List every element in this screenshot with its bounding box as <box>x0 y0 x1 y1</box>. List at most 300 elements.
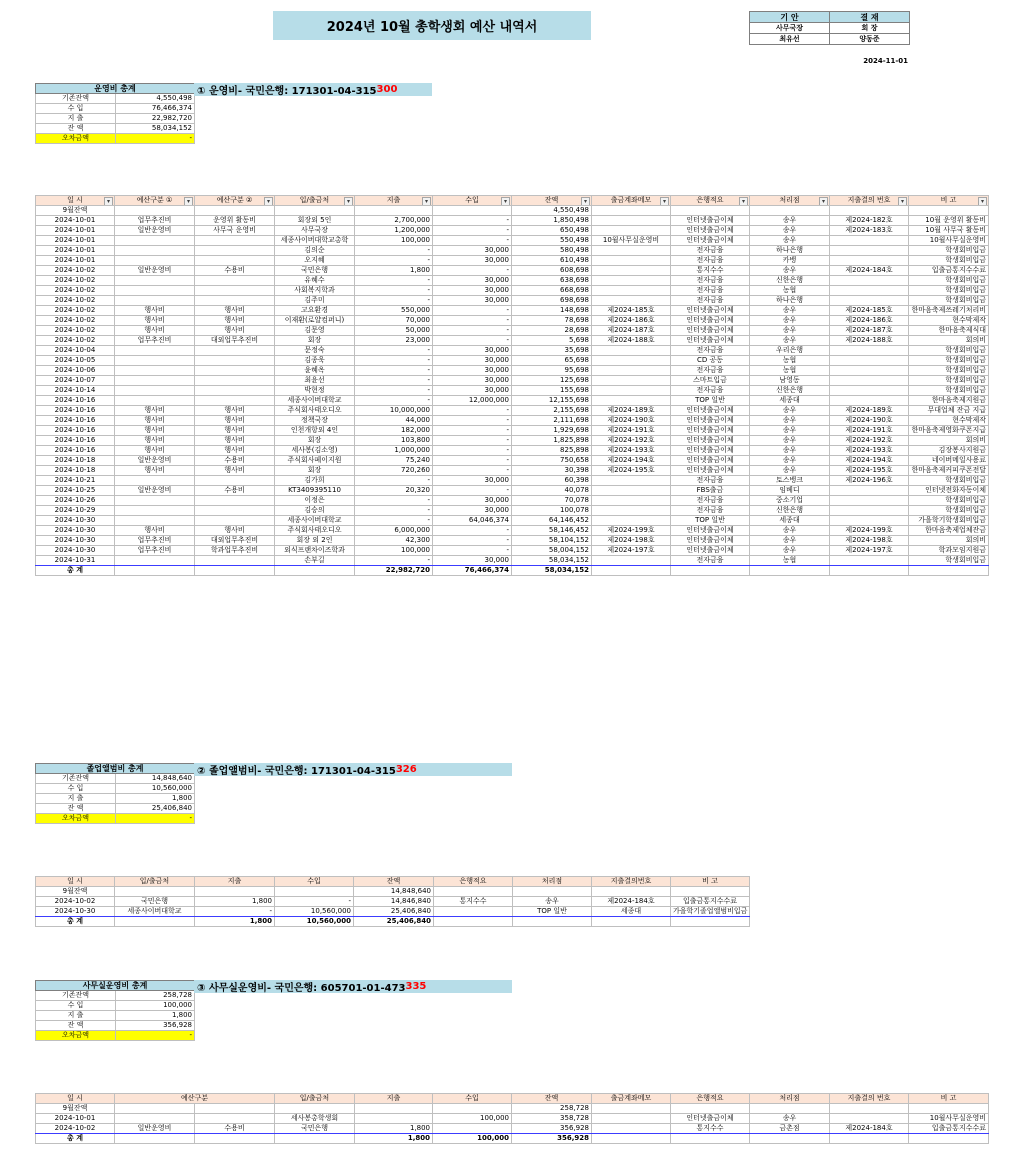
table-cell <box>592 516 671 526</box>
table-cell: 2024-10-05 <box>36 356 115 366</box>
table-cell: 75,240 <box>355 456 433 466</box>
table-cell: 학생회비입금 <box>909 246 989 256</box>
total-row <box>36 917 750 927</box>
table-header-row <box>36 196 989 206</box>
table-cell: 회장 <box>275 336 355 346</box>
table-cell <box>830 1134 909 1144</box>
table-cell: 행사비 <box>195 446 275 456</box>
table-cell: 송우 <box>750 236 830 246</box>
table-cell: 720,260 <box>355 466 433 476</box>
table-cell: 국민은행 <box>275 266 355 276</box>
table-cell: - <box>433 216 512 226</box>
column-header[interactable]: 출금계좌메모 ▾ <box>592 196 671 206</box>
table-cell: 42,300 <box>355 536 433 546</box>
column-header: 잔액 <box>512 1094 592 1104</box>
table-cell: 인터넷출금이체 <box>671 436 750 446</box>
table-cell <box>195 246 275 256</box>
table-cell: - <box>433 486 512 496</box>
table-cell: 2024-10-02 <box>36 897 115 907</box>
table-cell <box>434 917 513 927</box>
table-cell: 358,728 <box>512 1114 592 1124</box>
table-cell <box>115 346 195 356</box>
summary-row <box>36 804 195 814</box>
table-cell: 698,698 <box>512 296 592 306</box>
table-cell: 제2024-195호 <box>592 466 671 476</box>
table-cell: 2024-10-18 <box>36 466 115 476</box>
table-cell <box>195 376 275 386</box>
column-header[interactable]: 은행적요 ▾ <box>671 196 750 206</box>
table-cell: 송우 <box>750 226 830 236</box>
table-cell <box>513 917 592 927</box>
table-cell <box>195 566 275 576</box>
table-cell: 학생회비입금 <box>909 346 989 356</box>
table-cell: TOP 일반 <box>513 907 592 917</box>
table-cell: 30,000 <box>433 296 512 306</box>
table-cell <box>830 516 909 526</box>
table-cell: 인터넷출금이체 <box>671 216 750 226</box>
table-cell: - <box>355 256 433 266</box>
table-cell: 일반운영비 <box>115 456 195 466</box>
table-cell: 1,800 <box>195 897 275 907</box>
table-cell: 2024-10-07 <box>36 376 115 386</box>
table-cell: 125,698 <box>512 376 592 386</box>
table-cell: 현수막제작 <box>909 316 989 326</box>
table-cell <box>115 1104 195 1114</box>
summary-value: 1,800 <box>116 1011 195 1021</box>
table-cell <box>830 396 909 406</box>
table-cell: 행사비 <box>115 526 195 536</box>
summary-title: 졸업앨범비 총계 <box>36 764 195 774</box>
summary-value: 76,466,374 <box>116 104 195 114</box>
table-cell: 30,000 <box>433 476 512 486</box>
table-cell: 2024-10-02 <box>36 326 115 336</box>
album-ledger-table <box>35 876 750 927</box>
table-cell <box>909 1134 989 1144</box>
table-cell: 2024-10-02 <box>36 296 115 306</box>
table-cell: 통지수수 <box>671 266 750 276</box>
table-cell <box>195 206 275 216</box>
table-cell <box>195 296 275 306</box>
table-cell: 행사비 <box>195 466 275 476</box>
table-cell <box>513 887 592 897</box>
table-cell: - <box>433 236 512 246</box>
table-cell: 30,000 <box>433 346 512 356</box>
table-cell: 30,398 <box>512 466 592 476</box>
table-cell: 농협 <box>750 286 830 296</box>
table-cell <box>195 516 275 526</box>
table-cell: 총 계 <box>36 566 115 576</box>
summary-label: 잔 액 <box>36 124 116 134</box>
table-row <box>36 356 989 366</box>
table-cell: 학생회비입금 <box>909 276 989 286</box>
table-cell: 14,848,640 <box>354 887 434 897</box>
summary-row <box>36 134 195 144</box>
table-cell <box>434 907 513 917</box>
table-cell <box>115 236 195 246</box>
table-cell: 김의순 <box>275 246 355 256</box>
table-cell: 2024-10-16 <box>36 446 115 456</box>
table-cell: 2024-10-30 <box>36 516 115 526</box>
table-cell: 10월 운영위 활동비 <box>909 216 989 226</box>
table-cell: 업무추진비 <box>115 536 195 546</box>
table-cell: 1,850,498 <box>512 216 592 226</box>
table-cell: 토스뱅크 <box>750 476 830 486</box>
table-cell: - <box>433 406 512 416</box>
table-cell: - <box>195 907 275 917</box>
table-cell: 행사비 <box>195 436 275 446</box>
table-row <box>36 1124 989 1134</box>
table-cell: 제2024-197호 <box>592 546 671 556</box>
table-cell: 행사비 <box>115 326 195 336</box>
column-header[interactable]: 입/출금처 ▾ <box>275 196 355 206</box>
table-cell: 608,698 <box>512 266 592 276</box>
table-cell: 김승의 <box>275 506 355 516</box>
column-header[interactable]: 예산구분 ① ▾ <box>115 196 195 206</box>
table-cell: 2024-10-01 <box>36 226 115 236</box>
table-cell <box>195 887 275 897</box>
table-cell: 2024-10-01 <box>36 1114 115 1124</box>
table-cell <box>750 206 830 216</box>
album-summary-table <box>35 763 195 824</box>
table-cell: - <box>433 546 512 556</box>
table-cell: 2024-10-16 <box>36 416 115 426</box>
column-header: 비 고 <box>909 1094 989 1104</box>
table-row <box>36 266 989 276</box>
table-cell: 100,078 <box>512 506 592 516</box>
table-row <box>36 897 750 907</box>
table-cell: 제2024-194호 <box>592 456 671 466</box>
table-cell: 사무국장 <box>275 226 355 236</box>
table-cell: 행사비 <box>115 406 195 416</box>
table-cell <box>592 386 671 396</box>
table-cell: 제2024-186호 <box>592 316 671 326</box>
column-header[interactable]: 수입 ▾ <box>433 196 512 206</box>
table-cell <box>433 206 512 216</box>
table-cell: 학생회비입금 <box>909 386 989 396</box>
table-header-row <box>36 877 750 887</box>
table-row <box>36 316 989 326</box>
column-header: 일 시 <box>36 877 115 887</box>
table-cell: 세종사이버대학교 <box>275 396 355 406</box>
table-cell <box>115 917 195 927</box>
table-cell: 제2024-197호 <box>830 546 909 556</box>
table-cell: 업무추진비 <box>115 546 195 556</box>
table-cell: 제2024-184호 <box>592 897 671 907</box>
column-header: 은행적요 <box>434 877 513 887</box>
column-header: 수입 <box>275 877 354 887</box>
table-cell: - <box>355 496 433 506</box>
table-row <box>36 246 989 256</box>
table-cell <box>592 887 671 897</box>
table-cell: 일반운영비 <box>115 1124 195 1134</box>
table-header-row <box>36 1094 989 1104</box>
table-cell <box>115 206 195 216</box>
table-cell: 농협 <box>750 556 830 566</box>
table-cell: 2024-10-16 <box>36 436 115 446</box>
summary-label: 오차금액 <box>36 1031 116 1041</box>
table-cell <box>592 566 671 576</box>
table-cell: 총 계 <box>36 1134 115 1144</box>
table-cell: 학생회비입금 <box>909 506 989 516</box>
table-cell: 인터넷출금이체 <box>671 546 750 556</box>
column-header: 지출결의 번호 <box>830 1094 909 1104</box>
table-cell: 30,000 <box>433 496 512 506</box>
table-cell: 하나은행 <box>750 246 830 256</box>
table-cell: - <box>355 376 433 386</box>
table-cell: 업무추진비 <box>115 336 195 346</box>
table-cell: 학과모임지원금 <box>909 546 989 556</box>
table-cell: 64,146,452 <box>512 516 592 526</box>
table-cell: 학생회비입금 <box>909 496 989 506</box>
table-cell: 한마음축제지원금 <box>909 396 989 406</box>
table-cell: 김가희 <box>275 476 355 486</box>
table-cell: KT3409395110 <box>275 486 355 496</box>
table-cell: TOP 일반 <box>671 516 750 526</box>
table-cell: 1,800 <box>355 1134 433 1144</box>
table-cell: 10월사무실운영비 <box>592 236 671 246</box>
summary-value: 22,982,720 <box>116 114 195 124</box>
table-cell: 2024-10-30 <box>36 536 115 546</box>
table-cell <box>592 556 671 566</box>
table-row <box>36 476 989 486</box>
summary-value: - <box>116 814 195 824</box>
table-cell: 제2024-188호 <box>592 336 671 346</box>
table-cell: 학생회비입금 <box>909 256 989 266</box>
table-cell <box>195 506 275 516</box>
table-cell: 인터넷출금이체 <box>671 456 750 466</box>
table-cell: 박현정 <box>275 386 355 396</box>
table-cell: 30,000 <box>433 386 512 396</box>
table-cell: 58,004,152 <box>512 546 592 556</box>
table-cell: 1,800 <box>195 917 275 927</box>
table-cell: 주식회사태오디오 <box>275 406 355 416</box>
table-cell <box>115 386 195 396</box>
summary-row <box>36 1001 195 1011</box>
summary-value: 100,000 <box>116 1001 195 1011</box>
table-cell: - <box>433 326 512 336</box>
table-cell: 제2024-185호 <box>830 306 909 316</box>
table-cell <box>830 486 909 496</box>
table-cell: 인터넷출금이체 <box>671 536 750 546</box>
table-cell <box>830 506 909 516</box>
table-cell <box>195 476 275 486</box>
table-cell: 송우 <box>750 436 830 446</box>
table-cell <box>195 346 275 356</box>
table-cell: - <box>433 426 512 436</box>
table-cell: 오지혜 <box>275 256 355 266</box>
table-row <box>36 536 989 546</box>
table-cell: 2,111,698 <box>512 416 592 426</box>
column-header[interactable]: 일 시 ▾ <box>36 196 115 206</box>
table-cell: 가을학기학생회비입금 <box>909 516 989 526</box>
table-cell: 인터넷출금이체 <box>671 336 750 346</box>
page-title: 2024년 10월 총학생회 예산 내역서 <box>273 11 591 40</box>
table-cell: 610,498 <box>512 256 592 266</box>
table-row <box>36 526 989 536</box>
table-cell: 손부길 <box>275 556 355 566</box>
table-cell: 103,800 <box>355 436 433 446</box>
table-cell: 100,000 <box>433 1134 512 1144</box>
table-cell: - <box>433 416 512 426</box>
table-cell: 우리은행 <box>750 346 830 356</box>
column-header: 지출결의번호 <box>592 877 671 887</box>
summary-value: 356,928 <box>116 1021 195 1031</box>
table-cell: 10,560,000 <box>275 907 354 917</box>
column-header[interactable]: 처리점 ▾ <box>750 196 830 206</box>
table-cell: 신한은행 <box>750 506 830 516</box>
table-cell: 258,728 <box>512 1104 592 1114</box>
table-cell: 제2024-199호 <box>830 526 909 536</box>
column-header[interactable]: 지출 ▾ <box>355 196 433 206</box>
column-header[interactable]: 비 고 ▾ <box>909 196 989 206</box>
table-cell: - <box>355 366 433 376</box>
table-cell: 행사비 <box>195 416 275 426</box>
table-cell: 행사비 <box>115 306 195 316</box>
table-cell <box>830 356 909 366</box>
table-row <box>36 506 989 516</box>
table-cell: 10월사무실운영비 <box>909 1114 989 1124</box>
table-cell: 10월사무실운영비 <box>909 236 989 246</box>
table-cell: - <box>355 286 433 296</box>
table-cell: 전자금융 <box>671 246 750 256</box>
table-cell <box>750 1104 830 1114</box>
table-cell: 학생회비입금 <box>909 476 989 486</box>
table-cell: 행사비 <box>195 316 275 326</box>
table-row <box>36 376 989 386</box>
column-header: 지출 <box>195 877 275 887</box>
table-cell: 네이버메일사용료 <box>909 456 989 466</box>
table-cell: 12,000,000 <box>433 396 512 406</box>
table-cell: 2024-10-02 <box>36 336 115 346</box>
summary-row <box>36 104 195 114</box>
table-cell: 인터넷출금이체 <box>671 316 750 326</box>
column-header: 처리점 <box>750 1094 830 1104</box>
summary-row <box>36 114 195 124</box>
table-cell: 전자금융 <box>671 366 750 376</box>
table-cell <box>592 1114 671 1124</box>
table-cell <box>830 366 909 376</box>
table-cell: 한마음축제업체잔금 <box>909 526 989 536</box>
table-cell: 2024-10-14 <box>36 386 115 396</box>
table-cell <box>115 396 195 406</box>
table-cell: - <box>275 897 354 907</box>
summary-value: 14,848,640 <box>116 774 195 784</box>
table-cell: - <box>433 526 512 536</box>
table-cell: 회장 <box>275 466 355 476</box>
table-row <box>36 226 989 236</box>
table-cell: 학생회비입금 <box>909 556 989 566</box>
table-cell <box>195 1104 275 1114</box>
table-cell: 58,146,452 <box>512 526 592 536</box>
table-cell <box>115 356 195 366</box>
table-cell: 신한은행 <box>750 386 830 396</box>
table-cell: 일반운영비 <box>115 266 195 276</box>
table-cell <box>592 506 671 516</box>
table-cell <box>671 566 750 576</box>
table-cell: 학생회비입금 <box>909 366 989 376</box>
table-cell: 9월잔액 <box>36 887 115 897</box>
table-cell: 행사비 <box>115 466 195 476</box>
table-cell: 전자금융 <box>671 286 750 296</box>
table-cell: 2024-10-31 <box>36 556 115 566</box>
table-cell: 세종대 <box>750 516 830 526</box>
table-cell: 최윤선 <box>275 376 355 386</box>
table-cell: 100,000 <box>355 546 433 556</box>
table-cell: 가을학기졸업앨범비입금 <box>671 907 750 917</box>
table-cell <box>115 376 195 386</box>
summary-label: 기존잔액 <box>36 774 116 784</box>
table-row <box>36 907 750 917</box>
table-cell: 전자금융 <box>671 496 750 506</box>
table-cell: 한마음축제영화쿠폰지급 <box>909 426 989 436</box>
summary-title: 운영비 총계 <box>36 84 195 94</box>
office-account-label: ③ 사무실운영비- 국민은행: 605701-01-473 335 <box>194 980 512 993</box>
summary-label: 수 입 <box>36 1001 116 1011</box>
table-row <box>36 556 989 566</box>
table-cell: 운영위 활동비 <box>195 216 275 226</box>
table-cell: 인터넷전화자동이체 <box>909 486 989 496</box>
table-cell: 9월잔액 <box>36 1104 115 1114</box>
table-cell: 2024-10-02 <box>36 286 115 296</box>
table-cell: 송우 <box>750 446 830 456</box>
approval-approve-header: 결 재 <box>830 12 910 23</box>
summary-title: 사무실운영비 총계 <box>36 981 195 991</box>
table-cell: 인천개항외 4인 <box>275 426 355 436</box>
table-cell: 학생회비입금 <box>909 376 989 386</box>
table-cell <box>195 496 275 506</box>
table-row <box>36 1104 989 1114</box>
table-cell: 주식회사태오디오 <box>275 526 355 536</box>
table-cell: 제2024-192호 <box>830 436 909 446</box>
summary-label: 수 입 <box>36 784 116 794</box>
table-cell: - <box>355 246 433 256</box>
table-cell: 송우 <box>513 897 592 907</box>
table-cell <box>115 506 195 516</box>
summary-label: 지 출 <box>36 1011 116 1021</box>
table-cell <box>830 246 909 256</box>
table-cell: 100,000 <box>433 1114 512 1124</box>
table-cell <box>671 206 750 216</box>
summary-row <box>36 1031 195 1041</box>
column-header[interactable]: 잔액 ▾ <box>512 196 592 206</box>
table-cell: 송우 <box>750 1114 830 1124</box>
table-cell: 2024-10-02 <box>36 266 115 276</box>
table-cell: 2024-10-30 <box>36 526 115 536</box>
table-cell <box>830 236 909 246</box>
table-cell <box>592 1134 671 1144</box>
table-row <box>36 486 989 496</box>
table-cell: - <box>355 506 433 516</box>
summary-label: 지 출 <box>36 114 116 124</box>
table-cell: 인터넷출금이체 <box>671 426 750 436</box>
table-cell <box>434 887 513 897</box>
table-cell: 제2024-182호 <box>830 216 909 226</box>
column-header[interactable]: 예산구분 ② ▾ <box>195 196 275 206</box>
table-cell: CD 공동 <box>671 356 750 366</box>
table-cell: 10,000,000 <box>355 406 433 416</box>
table-cell: 제2024-195호 <box>830 466 909 476</box>
column-header: 잔액 <box>354 877 434 887</box>
table-cell: 2024-10-06 <box>36 366 115 376</box>
column-header[interactable]: 지출결의 번호 ▾ <box>830 196 909 206</box>
table-cell: 550,000 <box>355 306 433 316</box>
table-cell: 70,000 <box>355 316 433 326</box>
table-row <box>36 406 989 416</box>
table-cell: 580,498 <box>512 246 592 256</box>
table-cell: 회의비 <box>909 336 989 346</box>
table-cell: 5,698 <box>512 336 592 346</box>
table-cell <box>830 1104 909 1114</box>
